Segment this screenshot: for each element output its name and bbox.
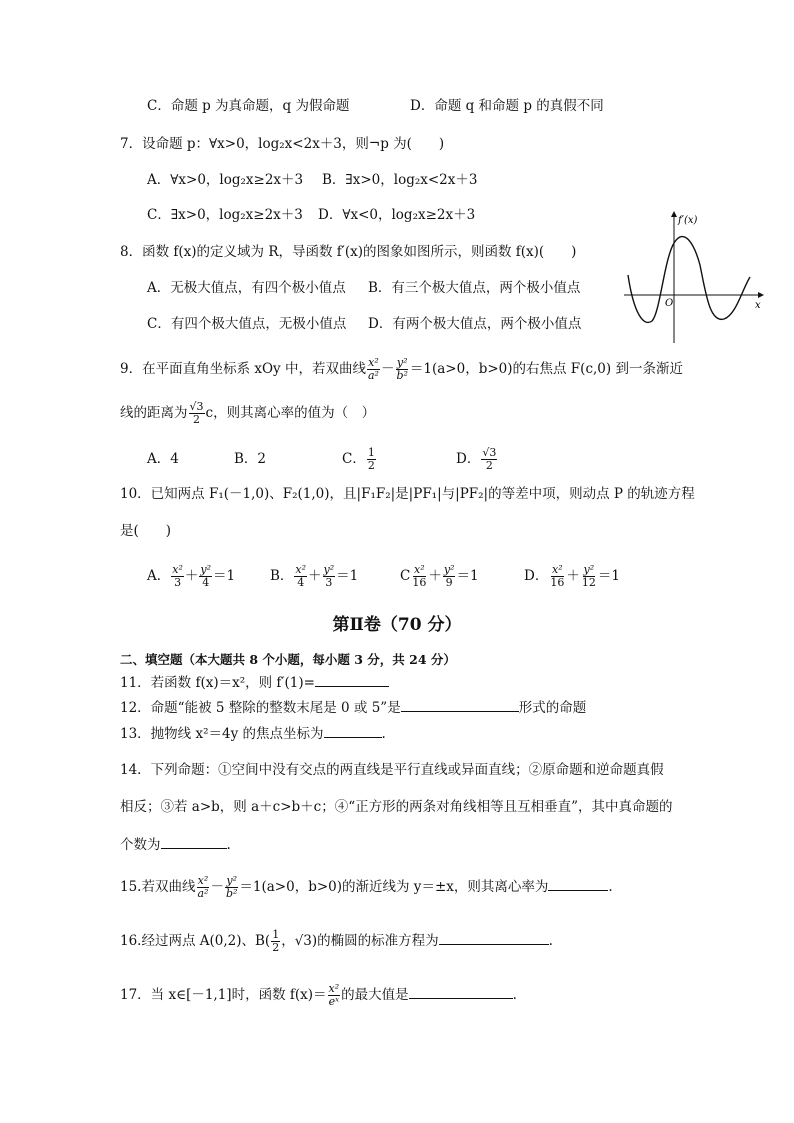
q10-option-b: B． $\frac{\text{x²}}{4}$ ＋ $\frac{\text{y²}}{3}$ ＝1 bbox=[270, 563, 359, 589]
q8-stem: 8．函数 f(x)的定义域为 R，导函数 f′(x)的图象如图所示，则函数 f(x)( ) bbox=[120, 244, 577, 260]
q10-option-a: A． $\frac{\text{x²}}{3}$ ＋ $\frac{\text{y²}}{4}$ ＝1 bbox=[147, 563, 236, 589]
q13-blank[interactable] bbox=[324, 723, 382, 738]
graph-y-label: f′(x) bbox=[678, 215, 698, 226]
graph-x-label: x bbox=[755, 300, 761, 311]
q15-blank[interactable] bbox=[548, 876, 608, 891]
graph-curve bbox=[628, 237, 750, 323]
q9-option-d: D． $\frac{√3}{2}$ bbox=[456, 446, 497, 472]
q16-blank[interactable] bbox=[439, 930, 549, 945]
q11: 11．若函数 f(x)＝x²，则 f′(1)= bbox=[120, 672, 389, 693]
q7-option-c: C．∃x>0，log₂x≥2x＋3 bbox=[147, 207, 303, 223]
q12: 12．命题“能被 5 整除的整数末尾是 0 或 5”是 形式的命题 bbox=[120, 697, 586, 718]
q8-option-a: A．无极大值点，有四个极小值点 bbox=[147, 280, 346, 296]
q6-option-c: C．命题 p 为真命题，q 为假命题 bbox=[147, 98, 350, 114]
q9-option-b: B．2 bbox=[234, 451, 267, 467]
graph-y-arrow bbox=[671, 211, 677, 217]
q10-option-d: D． $\frac{\text{x²}}{16}$ ＋ $\frac{\text{y²}}{12}$ ＝1 bbox=[524, 563, 620, 589]
q9-stem-line2: 线的距离为 $\frac{√3}{2}$ c，则其离心率的值为（ ） bbox=[120, 400, 376, 426]
derivative-graph bbox=[618, 205, 768, 350]
q13: 13．抛物线 x²＝4y 的焦点坐标为 . bbox=[120, 723, 386, 744]
q8-option-d: D．有两个极大值点，两个极小值点 bbox=[368, 316, 582, 332]
q9-stem-line1: 9．在平面直角坐标系 xOy 中，若双曲线 $\frac{\text{x²}}{\text{a²}}$ － $\frac{\text{y²}}{\text{b²}}$ ＝1(a>0，b>0)的右焦点 F(c,0) 到一条渐近 bbox=[120, 356, 683, 382]
q9-option-a: A．4 bbox=[147, 451, 179, 467]
q9-option-c: C． $\frac{1}{2}$ bbox=[342, 446, 375, 472]
q11-blank[interactable] bbox=[315, 672, 389, 687]
q17: 17．当 x∈[－1,1]时，函数 f(x)＝ $\frac{\text{x²}}{\text{eˣ}}$ 的最大值是 . bbox=[120, 982, 517, 1008]
q7-option-b: B．∃x>0，log₂x<2x＋3 bbox=[322, 172, 478, 188]
q7-option-a: A．∀x>0，log₂x≥2x＋3 bbox=[147, 172, 304, 188]
q14-line2: 相反；③若 a>b，则 a＋c>b＋c；④“正方形的两条对角线相等且互相垂直”，其中真命题的 bbox=[120, 799, 673, 815]
q7-option-d: D．∀x<0，log₂x≥2x＋3 bbox=[318, 207, 476, 223]
q14-blank[interactable] bbox=[161, 834, 227, 849]
q14-line1: 14．下列命题：①空间中没有交点的两直线是平行直线或异面直线；②原命题和逆命题真假 bbox=[120, 762, 664, 778]
section-2-title: 第Ⅱ卷（70 分） bbox=[332, 615, 462, 635]
q10-stem-line2: 是( ) bbox=[120, 523, 172, 539]
q17-blank[interactable] bbox=[409, 984, 513, 999]
q16: 16.经过两点 A(0,2)、B( $\frac{1}{2}$ ，√3)的椭圆的标准方程为 . bbox=[120, 928, 553, 954]
q6-option-d: D．命题 q 和命题 p 的真假不同 bbox=[410, 98, 604, 114]
q10-option-c: C $\frac{\text{x²}}{16}$ ＋ $\frac{\text{y²}}{9}$ ＝1 bbox=[400, 563, 479, 589]
graph-origin-label: O bbox=[665, 298, 674, 309]
q8-option-c: C．有四个极大值点，无极小值点 bbox=[147, 316, 347, 332]
q12-blank[interactable] bbox=[401, 697, 519, 712]
graph-x-arrow bbox=[758, 292, 764, 298]
q8-option-b: B．有三个极大值点，两个极小值点 bbox=[368, 280, 581, 296]
q14-line3: 个数为 . bbox=[120, 834, 231, 855]
fill-header: 二、填空题（本大题共 8 个小题，每小题 3 分，共 24 分） bbox=[120, 652, 456, 667]
q7-stem: 7．设命题 p：∀x>0，log₂x<2x＋3，则¬p 为( ) bbox=[120, 136, 445, 152]
q15: 15.若双曲线 $\frac{\text{x²}}{\text{a²}}$ － $\frac{\text{y²}}{\text{b²}}$ ＝1(a>0，b>0)的渐近线为 y＝±x，则其离心率为 . bbox=[120, 874, 613, 900]
q10-stem-line1: 10．已知两点 F₁(－1,0)、F₂(1,0)，且|F₁F₂|是|PF₁|与|PF₂|的等差中项，则动点 P 的轨迹方程 bbox=[120, 486, 695, 502]
